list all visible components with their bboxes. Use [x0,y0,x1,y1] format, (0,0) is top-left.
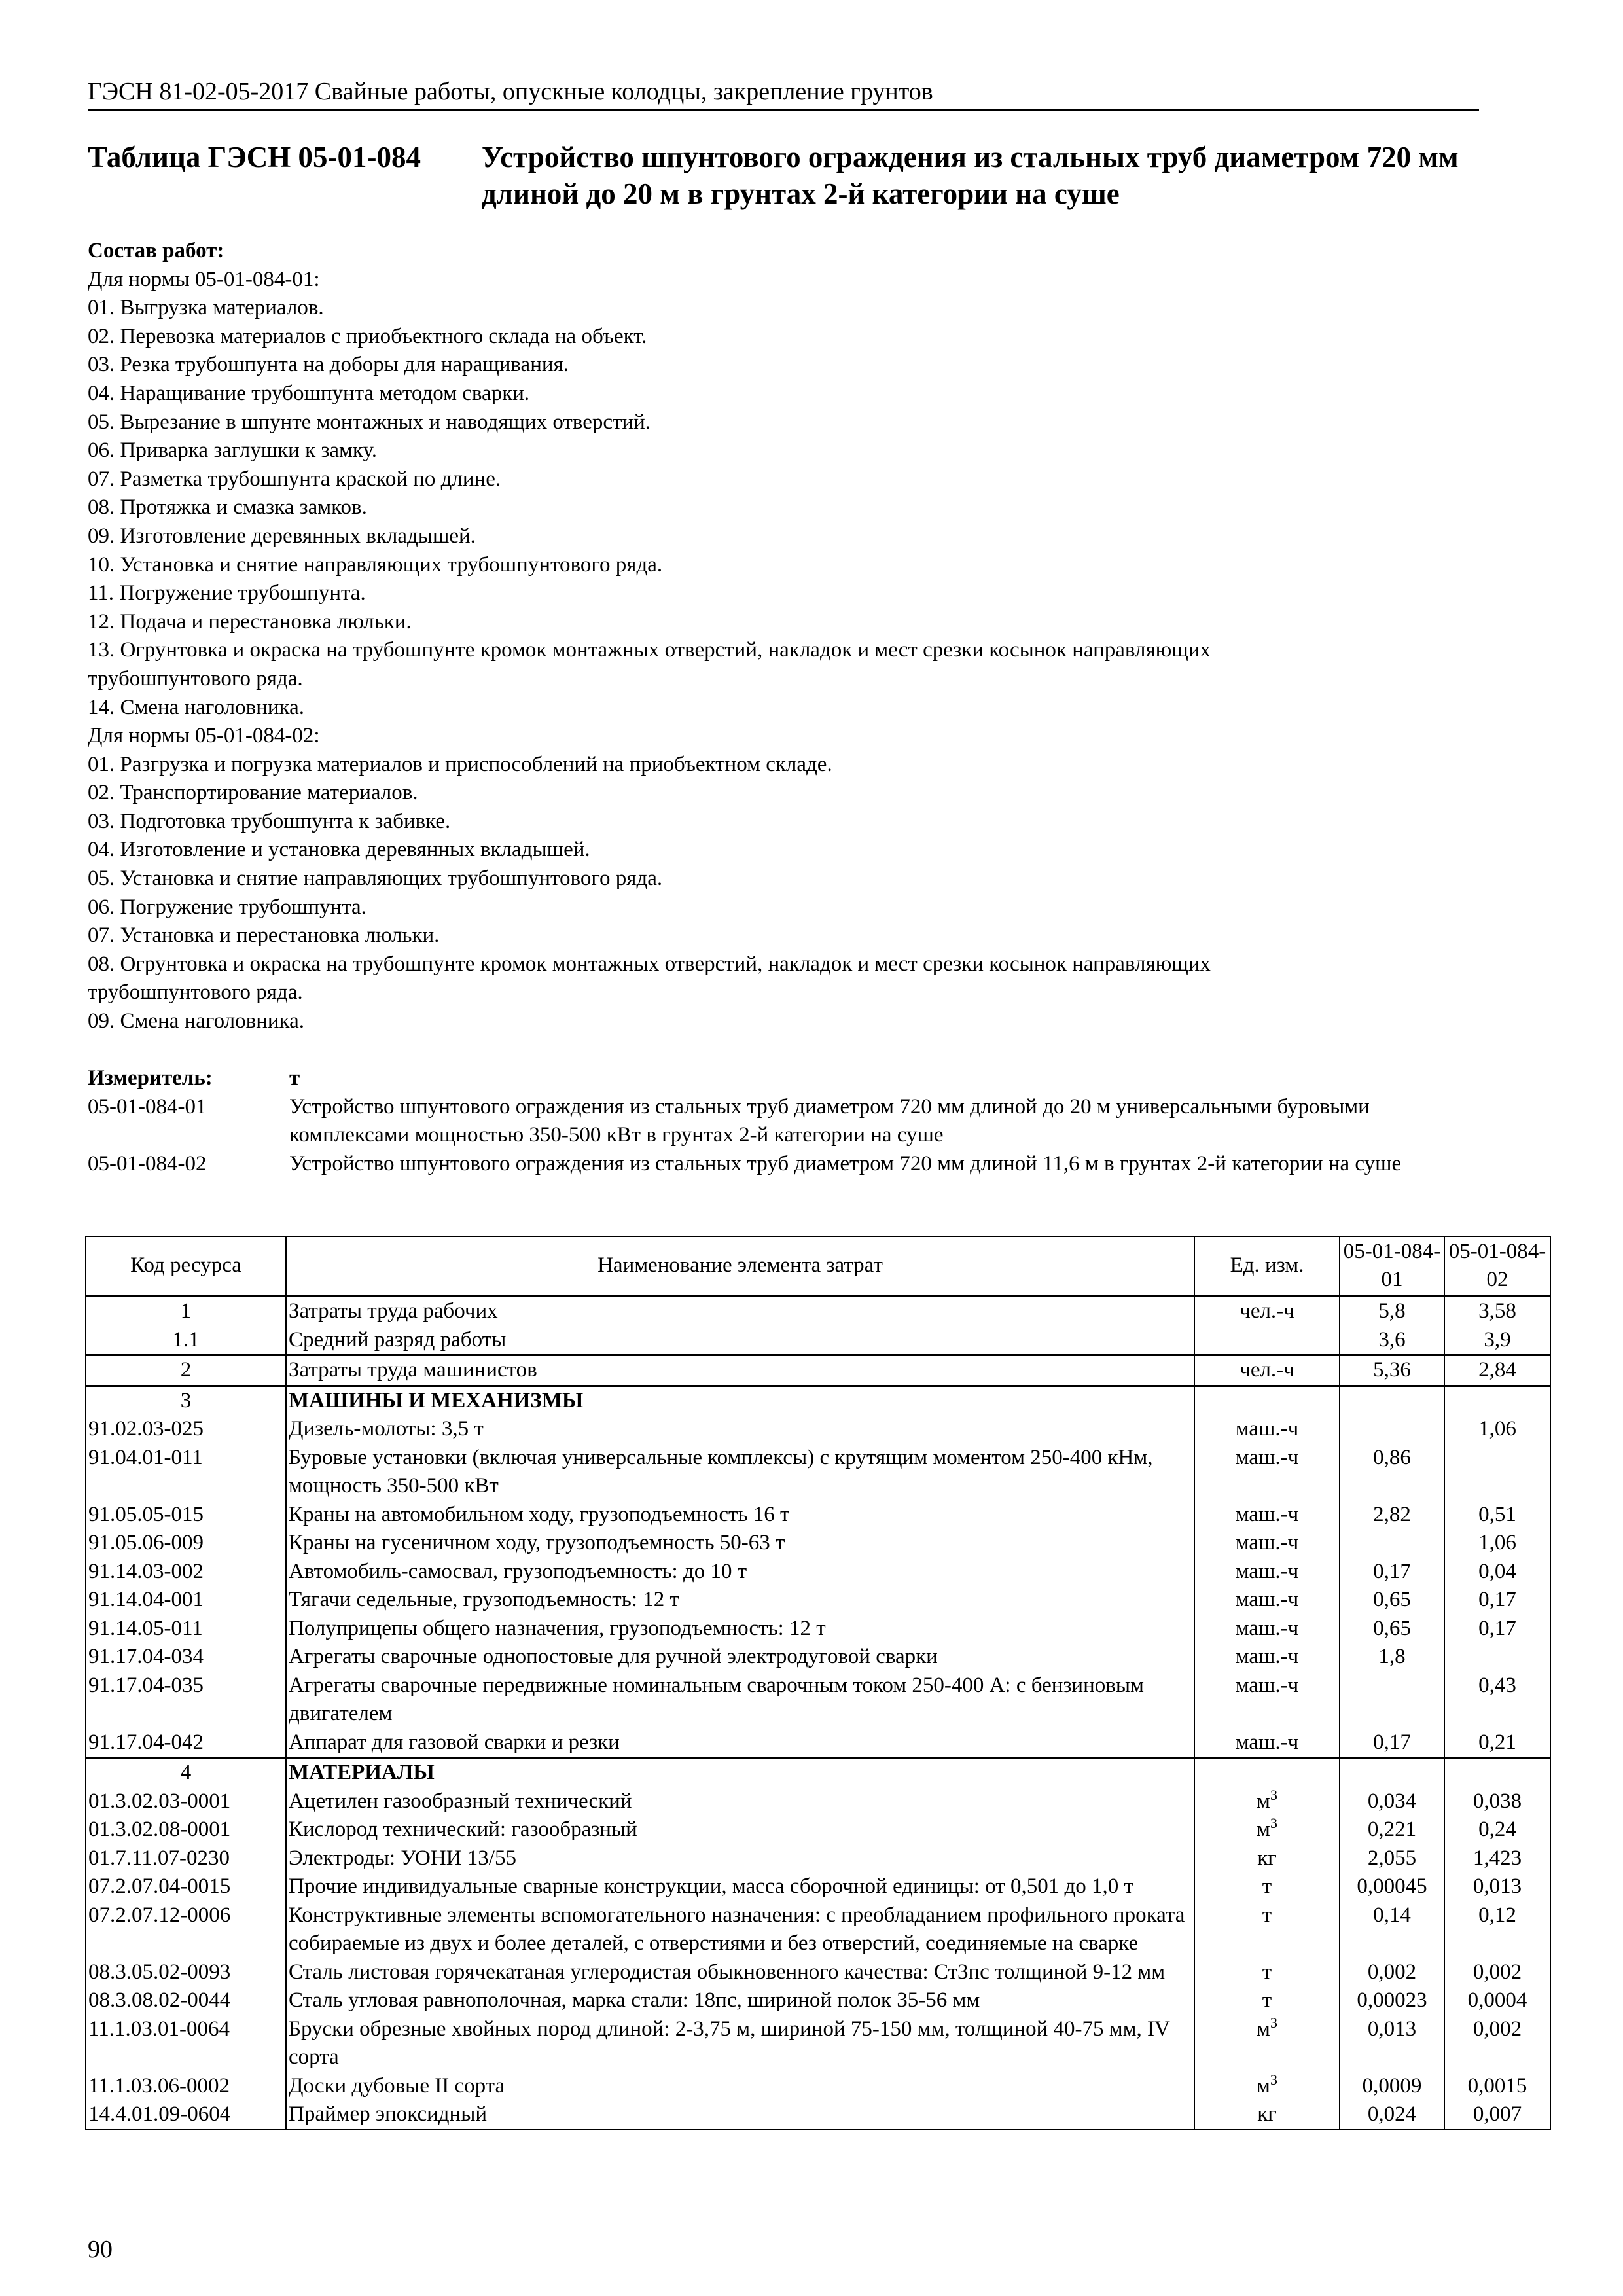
norm-value-1 [1340,1415,1444,1444]
norm-value-2: 0,12 [1444,1901,1550,1958]
unit-cell [1194,1326,1340,1355]
cost-element-name: Краны на гусеничном ходу, грузоподъемность 50-63 т [286,1529,1194,1558]
unit-text: чел.-ч [1240,1299,1294,1323]
table-row [86,1615,1550,1643]
cost-element-name: Агрегаты сварочные передвижные номинальным сварочным током 250-400 А: с бензиновым двигателем [286,1672,1194,1729]
cost-element-name: Праймер эпоксидный [286,2100,1194,2130]
header-unit: Ед. изм. [1194,1236,1340,1296]
section-row [86,1758,1550,1787]
table-header-row [86,1236,1550,1296]
unit-cell [1194,1729,1340,1758]
cost-element-name: Сталь угловая равнополочная, марка стали: 18пс, шириной полок 35-56 мм [286,1986,1194,2015]
work-composition-heading: Состав работ: [88,239,224,262]
resource-code: 14.4.01.09-0604 [86,2100,286,2130]
table-row [86,1901,1550,1958]
unit-text: кг [1257,1846,1277,1870]
work-item: трубошпунтового ряда. [88,980,303,1005]
table-row [86,1958,1550,1987]
norm-value-2 [1444,1758,1550,1787]
resource-code: 11.1.03.06-0002 [86,2072,286,2101]
table-title [88,139,1479,212]
norm-value-1: 2,82 [1340,1501,1444,1530]
work-item: 06. Погружение трубошпунта. [88,895,366,919]
unit-text: маш.-ч [1235,1645,1299,1668]
norm-value-2 [1444,1444,1550,1501]
table-row [86,1558,1550,1587]
work-item: 07. Установка и перестановка люльки. [88,924,440,948]
norm-value-1: 0,0009 [1340,2072,1444,2101]
unit-cell [1194,1643,1340,1672]
norm-value-1: 3,6 [1340,1326,1444,1355]
work-item: 09. Смена наголовника. [88,1009,304,1033]
norm-value-1: 0,17 [1340,1729,1444,1758]
unit-superscript: 3 [1270,1815,1277,1831]
resource-code: 1 [86,1296,286,1326]
cost-element-name: Электроды: УОНИ 13/55 [286,1844,1194,1873]
unit-text: маш.-ч [1235,1445,1299,1469]
norm-value-2: 0,007 [1444,2100,1550,2130]
unit-cell [1194,1529,1340,1558]
work-item: 06. Приварка заглушки к замку. [88,439,377,463]
work-item: 01. Разгрузка и погрузка материалов и приспособлений на приобъектном складе. [88,752,832,776]
work-item: 04. Наращивание трубошпунта методом сварки. [88,381,530,405]
work-item: 13. Огрунтовка и окраска на трубошпунте кромок монтажных отверстий, накладок и мест срезки косынок направляющих [88,638,1211,662]
table-row [86,1844,1550,1873]
norm-value-1: 0,14 [1340,1901,1444,1958]
work-composition-list [88,266,1479,1036]
meter-norm-code: 05-01-084-02 [88,1151,207,1175]
table-title-code: Таблица ГЭСН 05-01-084 [88,141,421,173]
resource-code: 08.3.05.02-0093 [86,1958,286,1987]
norm-value-1: 0,17 [1340,1558,1444,1587]
unit-text: маш.-ч [1235,1531,1299,1554]
norm-value-2 [1444,1643,1550,1672]
resource-code: 11.1.03.01-0064 [86,2015,286,2072]
work-item: 05. Установка и снятие направляющих трубошпунтового ряда. [88,867,663,891]
norm-value-1: 0,034 [1340,1787,1444,1816]
norm-value-2: 0,17 [1444,1615,1550,1643]
norm-value-1 [1340,1672,1444,1729]
cost-element-name: Буровые установки (включая универсальные комплексы) с крутящим моментом 250-400 кНм, мощность 350-500 кВт [286,1444,1194,1501]
table-row [86,1787,1550,1816]
cost-element-name: Конструктивные элементы вспомогательного назначения: с преобладанием профильного проката собираемые из двух и более деталей, с отверстиями и без отверстий, соединяемые на сварке [286,1901,1194,1958]
norm-value-2: 1,06 [1444,1415,1550,1444]
unit-cell [1194,1501,1340,1530]
work-item: 09. Изготовление деревянных вкладышей. [88,524,476,548]
header-norm-1: 05-01-084-01 [1340,1236,1444,1296]
norm-value-1: 5,36 [1340,1355,1444,1386]
work-item: 02. Перевозка материалов с приобъектного склада на объект. [88,324,647,348]
meter-norm-text: Устройство шпунтового ограждения из стальных труб диаметром 720 мм длиной до 20 м универсальными буровыми комплексами мощностью 350-500 кВт в грунтах 2-й категории на суше [289,1094,1370,1147]
cost-element-name: Автомобиль-самосвал, грузоподъемность: до 10 т [286,1558,1194,1587]
header-resource-code: Код ресурса [86,1236,286,1296]
norm-value-1: 0,013 [1340,2015,1444,2072]
unit-text: т [1262,1903,1272,1927]
cost-element-name: Затраты труда рабочих [286,1296,1194,1326]
cost-element-name: МАТЕРИАЛЫ [286,1758,1194,1787]
cost-element-name: Ацетилен газообразный технический [286,1787,1194,1816]
norm-value-2: 0,24 [1444,1816,1550,1844]
cost-element-name: МАШИНЫ И МЕХАНИЗМЫ [286,1386,1194,1415]
resource-code: 01.3.02.03-0001 [86,1787,286,1816]
work-item: трубошпунтового ряда. [88,666,303,691]
unit-superscript: 3 [1270,1786,1277,1803]
table-row [86,1816,1550,1844]
header-cost-element: Наименование элемента затрат [286,1236,1194,1296]
table-row [86,1873,1550,1901]
unit-cell [1194,1615,1340,1643]
norm-value-2: 0,43 [1444,1672,1550,1729]
unit-text: маш.-ч [1235,1730,1299,1754]
resource-code: 91.14.04-001 [86,1586,286,1615]
table-title-name: Устройство шпунтового ограждения из стальных труб диаметром 720 мм длиной до 20 м в грунтах 2-й категории на суше [482,141,1459,210]
work-item: 01. Выгрузка материалов. [88,296,324,320]
cost-element-name: Средний разряд работы [286,1326,1194,1355]
norm-value-2: 0,038 [1444,1787,1550,1816]
resource-code: 01.7.11.07-0230 [86,1844,286,1873]
meter-unit: т [289,1066,300,1090]
unit-text: маш.-ч [1235,1616,1299,1640]
norm-value-2: 0,0004 [1444,1986,1550,2015]
unit-cell [1194,1844,1340,1873]
unit-text: т [1262,1988,1272,2012]
unit-text: м [1257,1818,1270,1841]
norm-value-2: 0,51 [1444,1501,1550,1530]
table-body [86,1296,1550,2130]
unit-cell [1194,1558,1340,1587]
work-item: 10. Установка и снятие направляющих трубошпунтового ряда. [88,552,663,577]
unit-cell [1194,1816,1340,1844]
cost-element-name: Агрегаты сварочные однопостовые для ручной электродуговой сварки [286,1643,1194,1672]
resource-code: 08.3.08.02-0044 [86,1986,286,2015]
meter-norm-text: Устройство шпунтового ограждения из стальных труб диаметром 720 мм длиной 11,6 м в грунтах 2-й категории на суше [289,1151,1402,1175]
table-row [86,1672,1550,1729]
unit-cell [1194,1758,1340,1787]
norm-value-1: 1,8 [1340,1643,1444,1672]
resource-code: 91.05.06-009 [86,1529,286,1558]
meter-label: Измеритель: [88,1066,213,1090]
cost-element-name: Кислород технический: газообразный [286,1816,1194,1844]
norm-value-1: 0,002 [1340,1958,1444,1987]
unit-superscript: 3 [1270,2014,1277,2031]
cost-element-name: Доски дубовые II сорта [286,2072,1194,2101]
unit-cell [1194,1787,1340,1816]
unit-text: маш.-ч [1235,1559,1299,1583]
unit-text: т [1262,1874,1272,1898]
norm-value-1: 5,8 [1340,1296,1444,1326]
norm-value-2: 3,58 [1444,1296,1550,1326]
work-composition [88,237,1479,1036]
table-row [86,1296,1550,1326]
resource-code: 91.14.03-002 [86,1558,286,1587]
resource-code: 91.02.03-025 [86,1415,286,1444]
work-item: 03. Резка трубошпунта на доборы для наращивания. [88,353,569,377]
page-number: 90 [88,2236,113,2263]
resource-code: 07.2.07.04-0015 [86,1873,286,1901]
unit-cell [1194,1386,1340,1415]
norm-value-1: 0,00045 [1340,1873,1444,1901]
unit-cell [1194,1296,1340,1326]
work-item: 08. Огрунтовка и окраска на трубошпунте кромок монтажных отверстий, накладок и мест срезки косынок направляющих [88,952,1211,976]
work-item: Для нормы 05-01-084-02: [88,724,320,748]
unit-text: чел.-ч [1240,1358,1294,1382]
norm-value-1 [1340,1758,1444,1787]
norm-value-1 [1340,1386,1444,1415]
meter-norm-code: 05-01-084-01 [88,1094,207,1119]
meter-norm-row [88,1093,1479,1150]
work-item: 11. Погружение трубошпунта. [88,581,366,605]
work-item: Для нормы 05-01-084-01: [88,267,320,291]
cost-element-name: Сталь листовая горячекатаная углеродистая обыкновенного качества: Ст3пс толщиной 9-12 мм [286,1958,1194,1987]
unit-text: м [1257,2017,1270,2041]
unit-cell [1194,1355,1340,1386]
norm-value-1: 0,00023 [1340,1986,1444,2015]
cost-element-name: Тягачи седельные, грузоподъемность: 12 т [286,1586,1194,1615]
resource-code: 91.17.04-042 [86,1729,286,1758]
table-row [86,1326,1550,1355]
norm-value-2: 0,0015 [1444,2072,1550,2101]
unit-cell [1194,1586,1340,1615]
running-header: ГЭСН 81-02-05-2017 Свайные работы, опускные колодцы, закрепление грунтов [88,77,1479,111]
cost-element-name: Дизель-молоты: 3,5 т [286,1415,1194,1444]
unit-text: м [1257,1789,1270,1813]
work-item: 08. Протяжка и смазка замков. [88,495,367,520]
header-norm-2: 05-01-084-02 [1444,1236,1550,1296]
cost-element-name: Краны на автомобильном ходу, грузоподъемность 16 т [286,1501,1194,1530]
resource-code: 07.2.07.12-0006 [86,1901,286,1958]
norm-value-1: 0,86 [1340,1444,1444,1501]
norm-value-1: 2,055 [1340,1844,1444,1873]
norm-value-2: 0,002 [1444,2015,1550,2072]
table-row [86,1501,1550,1530]
norm-value-1 [1340,1529,1444,1558]
unit-cell [1194,1873,1340,1901]
work-item: 05. Вырезание в шпунте монтажных и наводящих отверстий. [88,410,651,434]
unit-cell [1194,1986,1340,2015]
resource-table [85,1236,1551,2130]
unit-cell [1194,1901,1340,1958]
work-item: 07. Разметка трубошпунта краской по длине. [88,467,501,491]
resource-code: 91.04.01-011 [86,1444,286,1501]
resource-code: 91.05.05-015 [86,1501,286,1530]
norm-value-1: 0,65 [1340,1615,1444,1643]
table-row [86,1643,1550,1672]
cost-element-name: Бруски обрезные хвойных пород длиной: 2-3,75 м, шириной 75-150 мм, толщиной 40-75 мм, IV сорта [286,2015,1194,2072]
norm-value-2: 1,423 [1444,1844,1550,1873]
resource-code: 91.17.04-035 [86,1672,286,1729]
unit-superscript: 3 [1270,2071,1277,2088]
unit-text: маш.-ч [1235,1417,1299,1441]
cost-element-name: Полуприцепы общего назначения, грузоподъемность: 12 т [286,1615,1194,1643]
resource-code: 1.1 [86,1326,286,1355]
meter-block [88,1064,1479,1178]
resource-code: 91.14.05-011 [86,1615,286,1643]
work-item: 12. Подача и перестановка люльки. [88,609,412,634]
table-row [86,2100,1550,2130]
table-row [86,1415,1550,1444]
norm-value-1: 0,65 [1340,1586,1444,1615]
work-item: 04. Изготовление и установка деревянных вкладышей. [88,838,590,862]
table-row [86,1729,1550,1758]
unit-text: маш.-ч [1235,1588,1299,1611]
unit-cell [1194,1958,1340,1987]
work-item: 14. Смена наголовника. [88,695,304,719]
cost-element-name: Затраты труда машинистов [286,1355,1194,1386]
resource-code: 91.17.04-034 [86,1643,286,1672]
norm-value-2: 1,06 [1444,1529,1550,1558]
meter-norm-row [88,1150,1479,1179]
norm-value-1: 0,024 [1340,2100,1444,2130]
unit-cell [1194,2015,1340,2072]
unit-cell [1194,1444,1340,1501]
norm-value-2: 0,013 [1444,1873,1550,1901]
table-row [86,1444,1550,1501]
norm-value-2: 0,17 [1444,1586,1550,1615]
norm-value-1: 0,221 [1340,1816,1444,1844]
meter-unit-row [88,1064,1479,1093]
norm-value-2: 0,04 [1444,1558,1550,1587]
unit-cell [1194,2100,1340,2130]
norm-value-2: 3,9 [1444,1326,1550,1355]
unit-text: кг [1257,2102,1277,2126]
section-row [86,1386,1550,1415]
table-row [86,1355,1550,1386]
table-row [86,2072,1550,2101]
cost-element-name: Прочие индивидуальные сварные конструкции, масса сборочной единицы: от 0,501 до 1,0 т [286,1873,1194,1901]
unit-cell [1194,2072,1340,2101]
table-row [86,1586,1550,1615]
unit-text: маш.-ч [1235,1673,1299,1697]
unit-cell [1194,1415,1340,1444]
resource-code: 3 [86,1386,286,1415]
norm-value-2: 2,84 [1444,1355,1550,1386]
unit-cell [1194,1672,1340,1729]
resource-code: 4 [86,1758,286,1787]
table-row [86,2015,1550,2072]
table-row [86,1529,1550,1558]
resource-code: 01.3.02.08-0001 [86,1816,286,1844]
norm-value-2: 0,21 [1444,1729,1550,1758]
table-row [86,1986,1550,2015]
norm-value-2: 0,002 [1444,1958,1550,1987]
work-item: 02. Транспортирование материалов. [88,781,418,805]
unit-text: м [1257,2073,1270,2098]
norm-value-2 [1444,1386,1550,1415]
resource-code: 2 [86,1355,286,1386]
cost-element-name: Аппарат для газовой сварки и резки [286,1729,1194,1758]
unit-text: маш.-ч [1235,1502,1299,1526]
work-item: 03. Подготовка трубошпунта к забивке. [88,809,451,833]
unit-text: т [1262,1960,1272,1984]
